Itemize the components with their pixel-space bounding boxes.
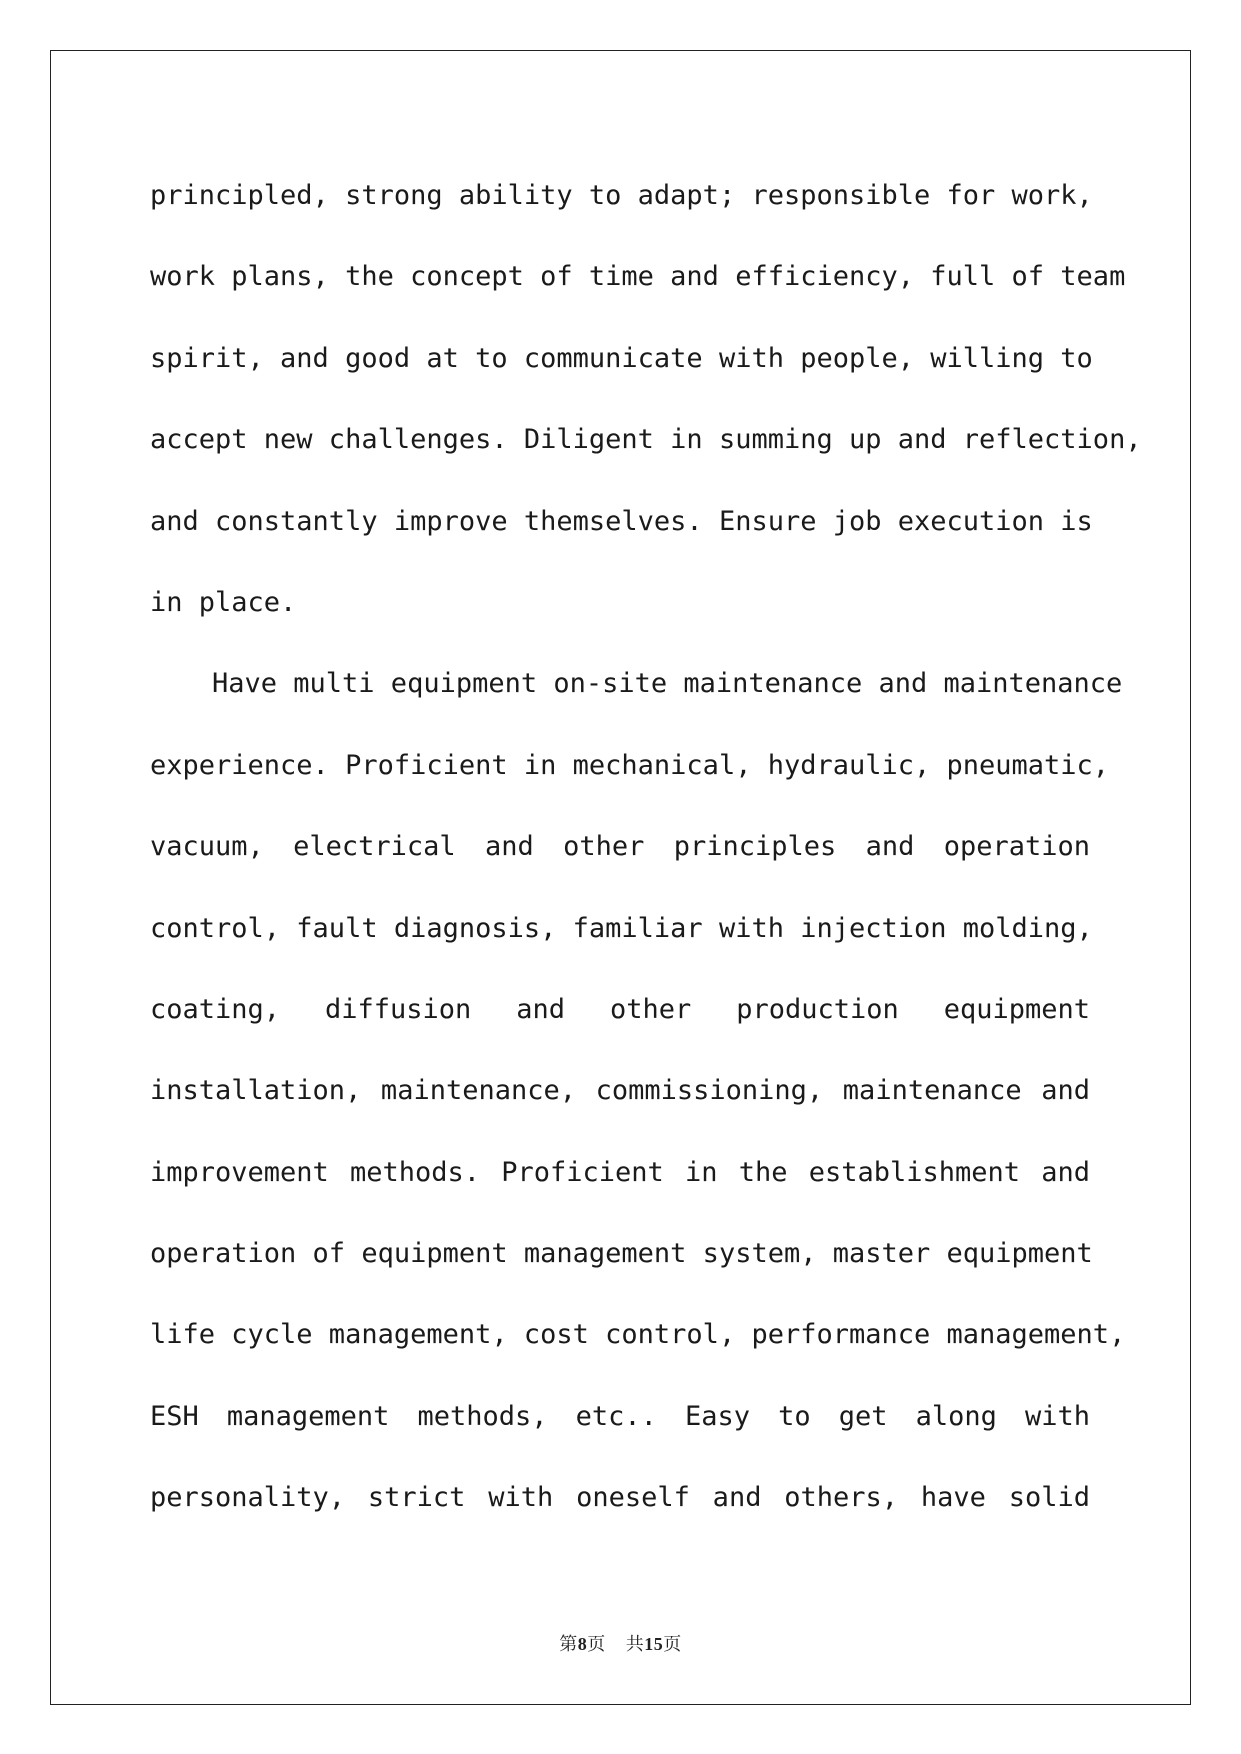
text-line: experience. Proficient in mechanical, hydraulic, pneumatic, bbox=[150, 749, 1110, 781]
text-line: life cycle management, cost control, performance management, bbox=[150, 1319, 1126, 1351]
text-line: installation, maintenance, commissioning, maintenance and bbox=[150, 1075, 1090, 1107]
text-line: spirit, and good at to communicate with people, willing to bbox=[150, 342, 1093, 374]
page-footer bbox=[0, 1630, 1241, 1656]
total-page-count: 15 bbox=[644, 1634, 664, 1654]
text-line: improvement methods. Proficient in the establishment and bbox=[150, 1156, 1090, 1188]
text-line: principled, strong ability to adapt; responsible for work, bbox=[150, 180, 1093, 211]
text-line: work plans, the concept of time and efficiency, full of team bbox=[150, 261, 1126, 293]
footer-page-unit: 页 bbox=[587, 1634, 606, 1655]
footer-prefix: 第 bbox=[559, 1634, 578, 1655]
text-line: control, fault diagnosis, familiar with injection molding, bbox=[150, 912, 1093, 944]
text-line: vacuum, electrical and other principles and operation bbox=[150, 831, 1090, 863]
text-line: accept new challenges. Diligent in summing up and reflection, bbox=[150, 424, 1142, 456]
text-line: and constantly improve themselves. Ensure job execution is bbox=[150, 505, 1093, 537]
document-body bbox=[150, 155, 1142, 1539]
footer-total-unit: 页 bbox=[663, 1634, 682, 1655]
text-line: ESH management methods, etc.. Easy to get along with bbox=[150, 1400, 1090, 1432]
text-line: operation of equipment management system, master equipment bbox=[150, 1238, 1093, 1270]
text-line: personality, strict with oneself and others, have solid bbox=[150, 1482, 1090, 1514]
text-line: in place. bbox=[150, 586, 297, 618]
paragraph-first-line: Have multi equipment on-site maintenance and maintenance bbox=[212, 668, 1123, 700]
footer-total-prefix: 共 bbox=[625, 1634, 645, 1655]
current-page-number: 8 bbox=[577, 1634, 588, 1654]
text-line: coating, diffusion and other production equipment bbox=[150, 993, 1090, 1025]
